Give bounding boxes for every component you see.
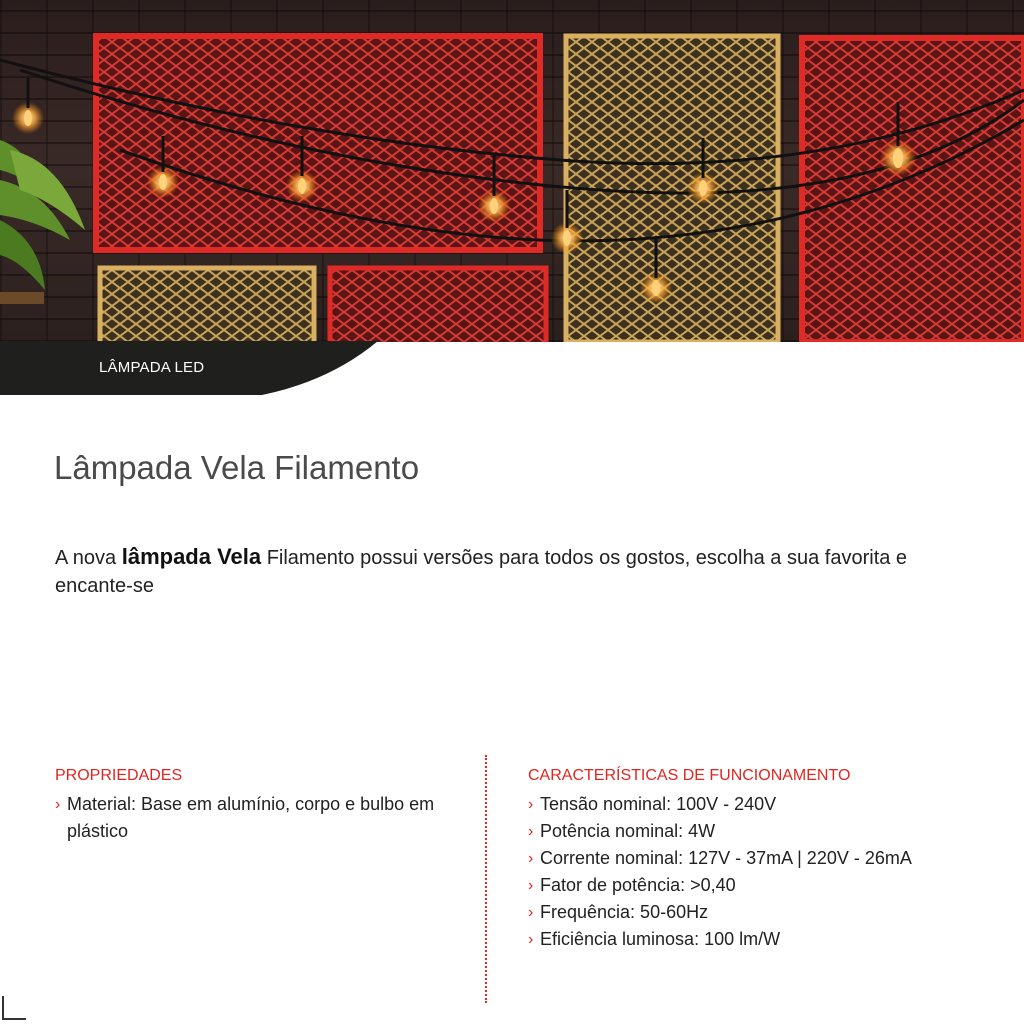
product-intro <box>55 543 955 600</box>
lattice-panel <box>330 268 546 342</box>
characteristics-list <box>528 791 998 953</box>
list-item: › Frequência: 50-60Hz <box>528 899 998 926</box>
intro-text-end: Filamento possui versões para todos os gostos, escolha a sua favorita e encante-se <box>55 547 908 597</box>
lattice-panel <box>100 268 314 342</box>
chevron-right-icon: › <box>55 796 61 813</box>
list-item: › Tensão nominal: 100V - 240V <box>528 791 998 818</box>
category-tag-label: LÂMPADA LED <box>99 359 205 376</box>
lattice-panel <box>802 38 1024 342</box>
intro-text-start: A nova <box>55 547 122 569</box>
chevron-right-icon: › <box>528 931 534 948</box>
list-item: › Potência nominal: 4W <box>528 818 998 845</box>
chevron-right-icon: › <box>528 904 534 921</box>
properties-list <box>55 791 465 845</box>
list-item: › Corrente nominal: 127V - 37mA | 220V - 26mA <box>528 845 998 872</box>
intro-highlight: lâmpada Vela <box>121 544 262 569</box>
chevron-right-icon: › <box>528 850 534 867</box>
hero-image <box>0 0 1024 342</box>
page-title: Lâmpada Vela Filamento <box>54 449 420 486</box>
string-lights-illustration <box>0 0 1024 342</box>
column-divider <box>485 755 487 1003</box>
characteristics-heading: CARACTERÍSTICAS DE FUNCIONAMENTO <box>528 767 851 784</box>
properties-heading: PROPRIEDADES <box>55 767 183 784</box>
list-item: › Fator de potência: >0,40 <box>528 872 998 899</box>
crop-mark <box>2 996 26 1020</box>
list-item: › Material: Base em alumínio, corpo e bulbo em plástico <box>55 791 465 845</box>
chevron-right-icon: › <box>528 877 534 894</box>
chevron-right-icon: › <box>528 823 534 840</box>
shelf <box>0 292 44 304</box>
plant <box>0 140 85 290</box>
chevron-right-icon: › <box>528 796 534 813</box>
list-item: › Eficiência luminosa: 100 lm/W <box>528 926 998 953</box>
